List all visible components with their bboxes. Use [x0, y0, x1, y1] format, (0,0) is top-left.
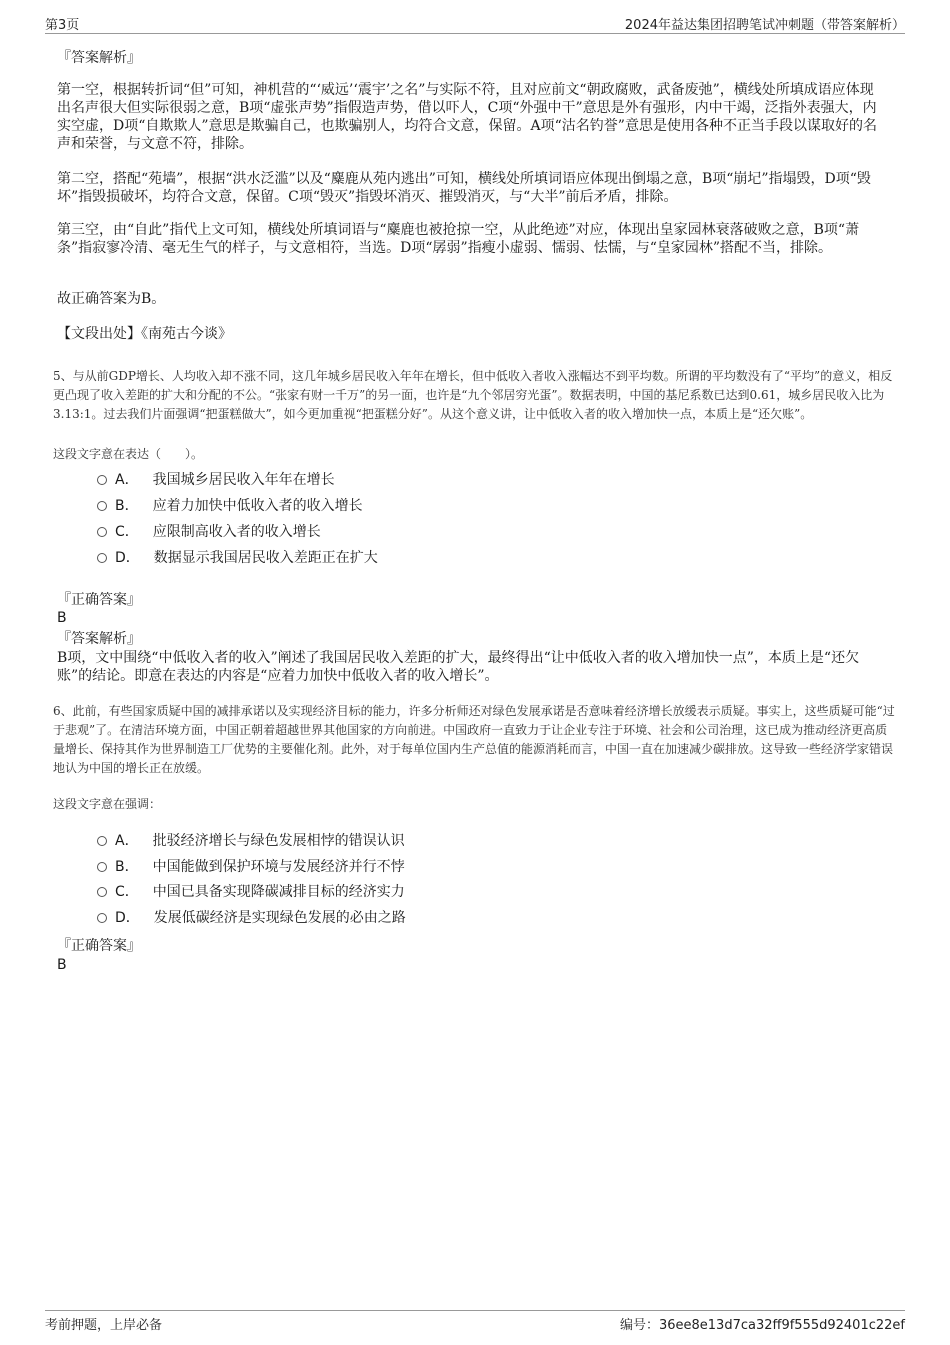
q5-answer-label: 『正确答案』 [57, 592, 141, 608]
q5-option-d[interactable]: D． 数据显示我国居民收入差距正在扩大 [97, 549, 378, 567]
analysis-paragraph-2: 第二空，搭配“苑墙”，根据“洪水泛滥”以及“麋鹿从苑内逃出”可知，横线处所填词语应体现出倒塌之意，B项“崩圮”指塌毁，D项“毁坏”指毁损破坏，均符合文意，保留。C项“毁灭”指毁坏消灭、摧毁消灭，与“大半”前后矛盾，排除。 [57, 171, 871, 205]
radio-icon[interactable] [97, 553, 107, 563]
q6-option-d[interactable]: D． 发展低碳经济是实现绿色发展的必由之路 [97, 909, 406, 927]
q6-stem: 6、此前，有些国家质疑中国的减排承诺以及实现经济目标的能力，许多分析师还对绿色发展承诺是否意味着经济增长放缓表示质疑。事实上，这些质疑可能“过于悲观”了。在清洁环境方面，中国正朝着超越世界其他国家的方向前进。中国政府一直致力于让企业专注于环境、社会和公司治理，这已成为推动经济更高质量增长、保持其作为世界制造工厂优势的主要催化剂。此外，对于每单位国内生产总值的能源消耗而言，中国一直在加速减少碳排放。这导致一些经济学家错误地认为中国的增长正在放缓。 [53, 704, 895, 775]
q6-option-b[interactable]: B． 中国能做到保护环境与发展经济并行不悖 [97, 858, 405, 876]
radio-icon[interactable] [97, 527, 107, 537]
page-header [45, 14, 905, 34]
q5-option-a[interactable]: A． 我国城乡居民收入年年在增长 [97, 471, 335, 489]
analysis-label-top: 『答案解析』 [57, 50, 141, 66]
q5-answer: B [57, 610, 67, 626]
analysis-paragraph-3: 第三空，由“自此”指代上文可知，横线处所填词语与“麋鹿也被抢掠一空，从此绝迹”对应，体现出皇家园林衰落破败之意，B项“萧条”指寂寥冷清、毫无生气的样子，与文意相符，当选。D项“孱弱”指瘦小虚弱、懦弱、怯懦，与“皇家园林”搭配不当，排除。 [57, 222, 860, 256]
document-title: 2024年益达集团招聘笔试冲刺题（带答案解析） [624, 18, 905, 33]
q6-answer: B [57, 957, 67, 973]
q5-option-c[interactable]: C． 应限制高收入者的收入增长 [97, 523, 321, 541]
q5-option-b[interactable]: B． 应着力加快中低收入者的收入增长 [97, 497, 363, 515]
conclusion: 故正确答案为B。 [57, 291, 166, 307]
radio-icon[interactable] [97, 836, 107, 846]
q6-option-c[interactable]: C． 中国已具备实现降碳减排目标的经济实力 [97, 883, 405, 901]
footer-slogan: 考前押题，上岸必备 [45, 1318, 163, 1333]
radio-icon[interactable] [97, 501, 107, 511]
page-footer [45, 1310, 905, 1332]
radio-icon[interactable] [97, 475, 107, 485]
source-citation: 【文段出处】《南苑古今谈》 [57, 326, 232, 342]
q6-prompt: 这段文字意在强调： [53, 797, 162, 811]
radio-icon[interactable] [97, 862, 107, 872]
q5-stem: 5、与从前GDP增长、人均收入却不涨不同，这几年城乡居民收入年年在增长，但中低收入者收入涨幅达不到平均数。所谓的平均数没有了“平均”的意义，相反更凸现了收入差距的扩大和分配的不公。“张家有财一千万”的另一面，也许是“九个邻居穷光蛋”。数据表明，中国的基尼系数已达到0.61，城乡居民收入比为3.13:1。过去我们片面强调“把蛋糕做大”，如今更加重视“把蛋糕分好”。从这个意义讲，让中低收入者的收入增加快一点，本质上是“还欠账”。 [53, 369, 893, 421]
q5-analysis-label: 『答案解析』 [57, 631, 141, 647]
document-id: 编号：36ee8e13d7ca32ff9f555d92401c22ef [619, 1318, 905, 1333]
radio-icon[interactable] [97, 887, 107, 897]
analysis-paragraph-1: 第一空，根据转折词“但”可知，神机营的“‘威远’‘震宇’之名”与实际不符，且对应前文“朝政腐败，武备废弛”，横线处所填成语应体现出名声很大但实际很弱之意，B项“虚张声势”指假造声势，借以吓人，C项“外强中干”意思是外有强形，内中干竭，泛指外表强大，内实空虚，D项“自欺欺人”意思是欺骗自己，也欺骗别人，均符合文意，保留。A项“沽名钓誉”意思是使用各种不正当手段以谋取好的名声和荣誉，与文意不符，排除。 [57, 82, 877, 152]
q5-prompt: 这段文字意在表达（ ）。 [53, 447, 204, 461]
page-number: 第3页 [45, 18, 80, 33]
radio-icon[interactable] [97, 913, 107, 923]
q6-option-a[interactable]: A． 批驳经济增长与绿色发展相悖的错误认识 [97, 832, 405, 850]
q6-answer-label: 『正确答案』 [57, 938, 141, 954]
q5-analysis: B项，文中围绕“中低收入者的收入”阐述了我国居民收入差距的扩大，最终得出“让中低收入者的收入增加快一点”，本质上是“还欠账”的结论。即意在表达的内容是“应着力加快中低收入者的收入增长”。 [57, 650, 860, 684]
